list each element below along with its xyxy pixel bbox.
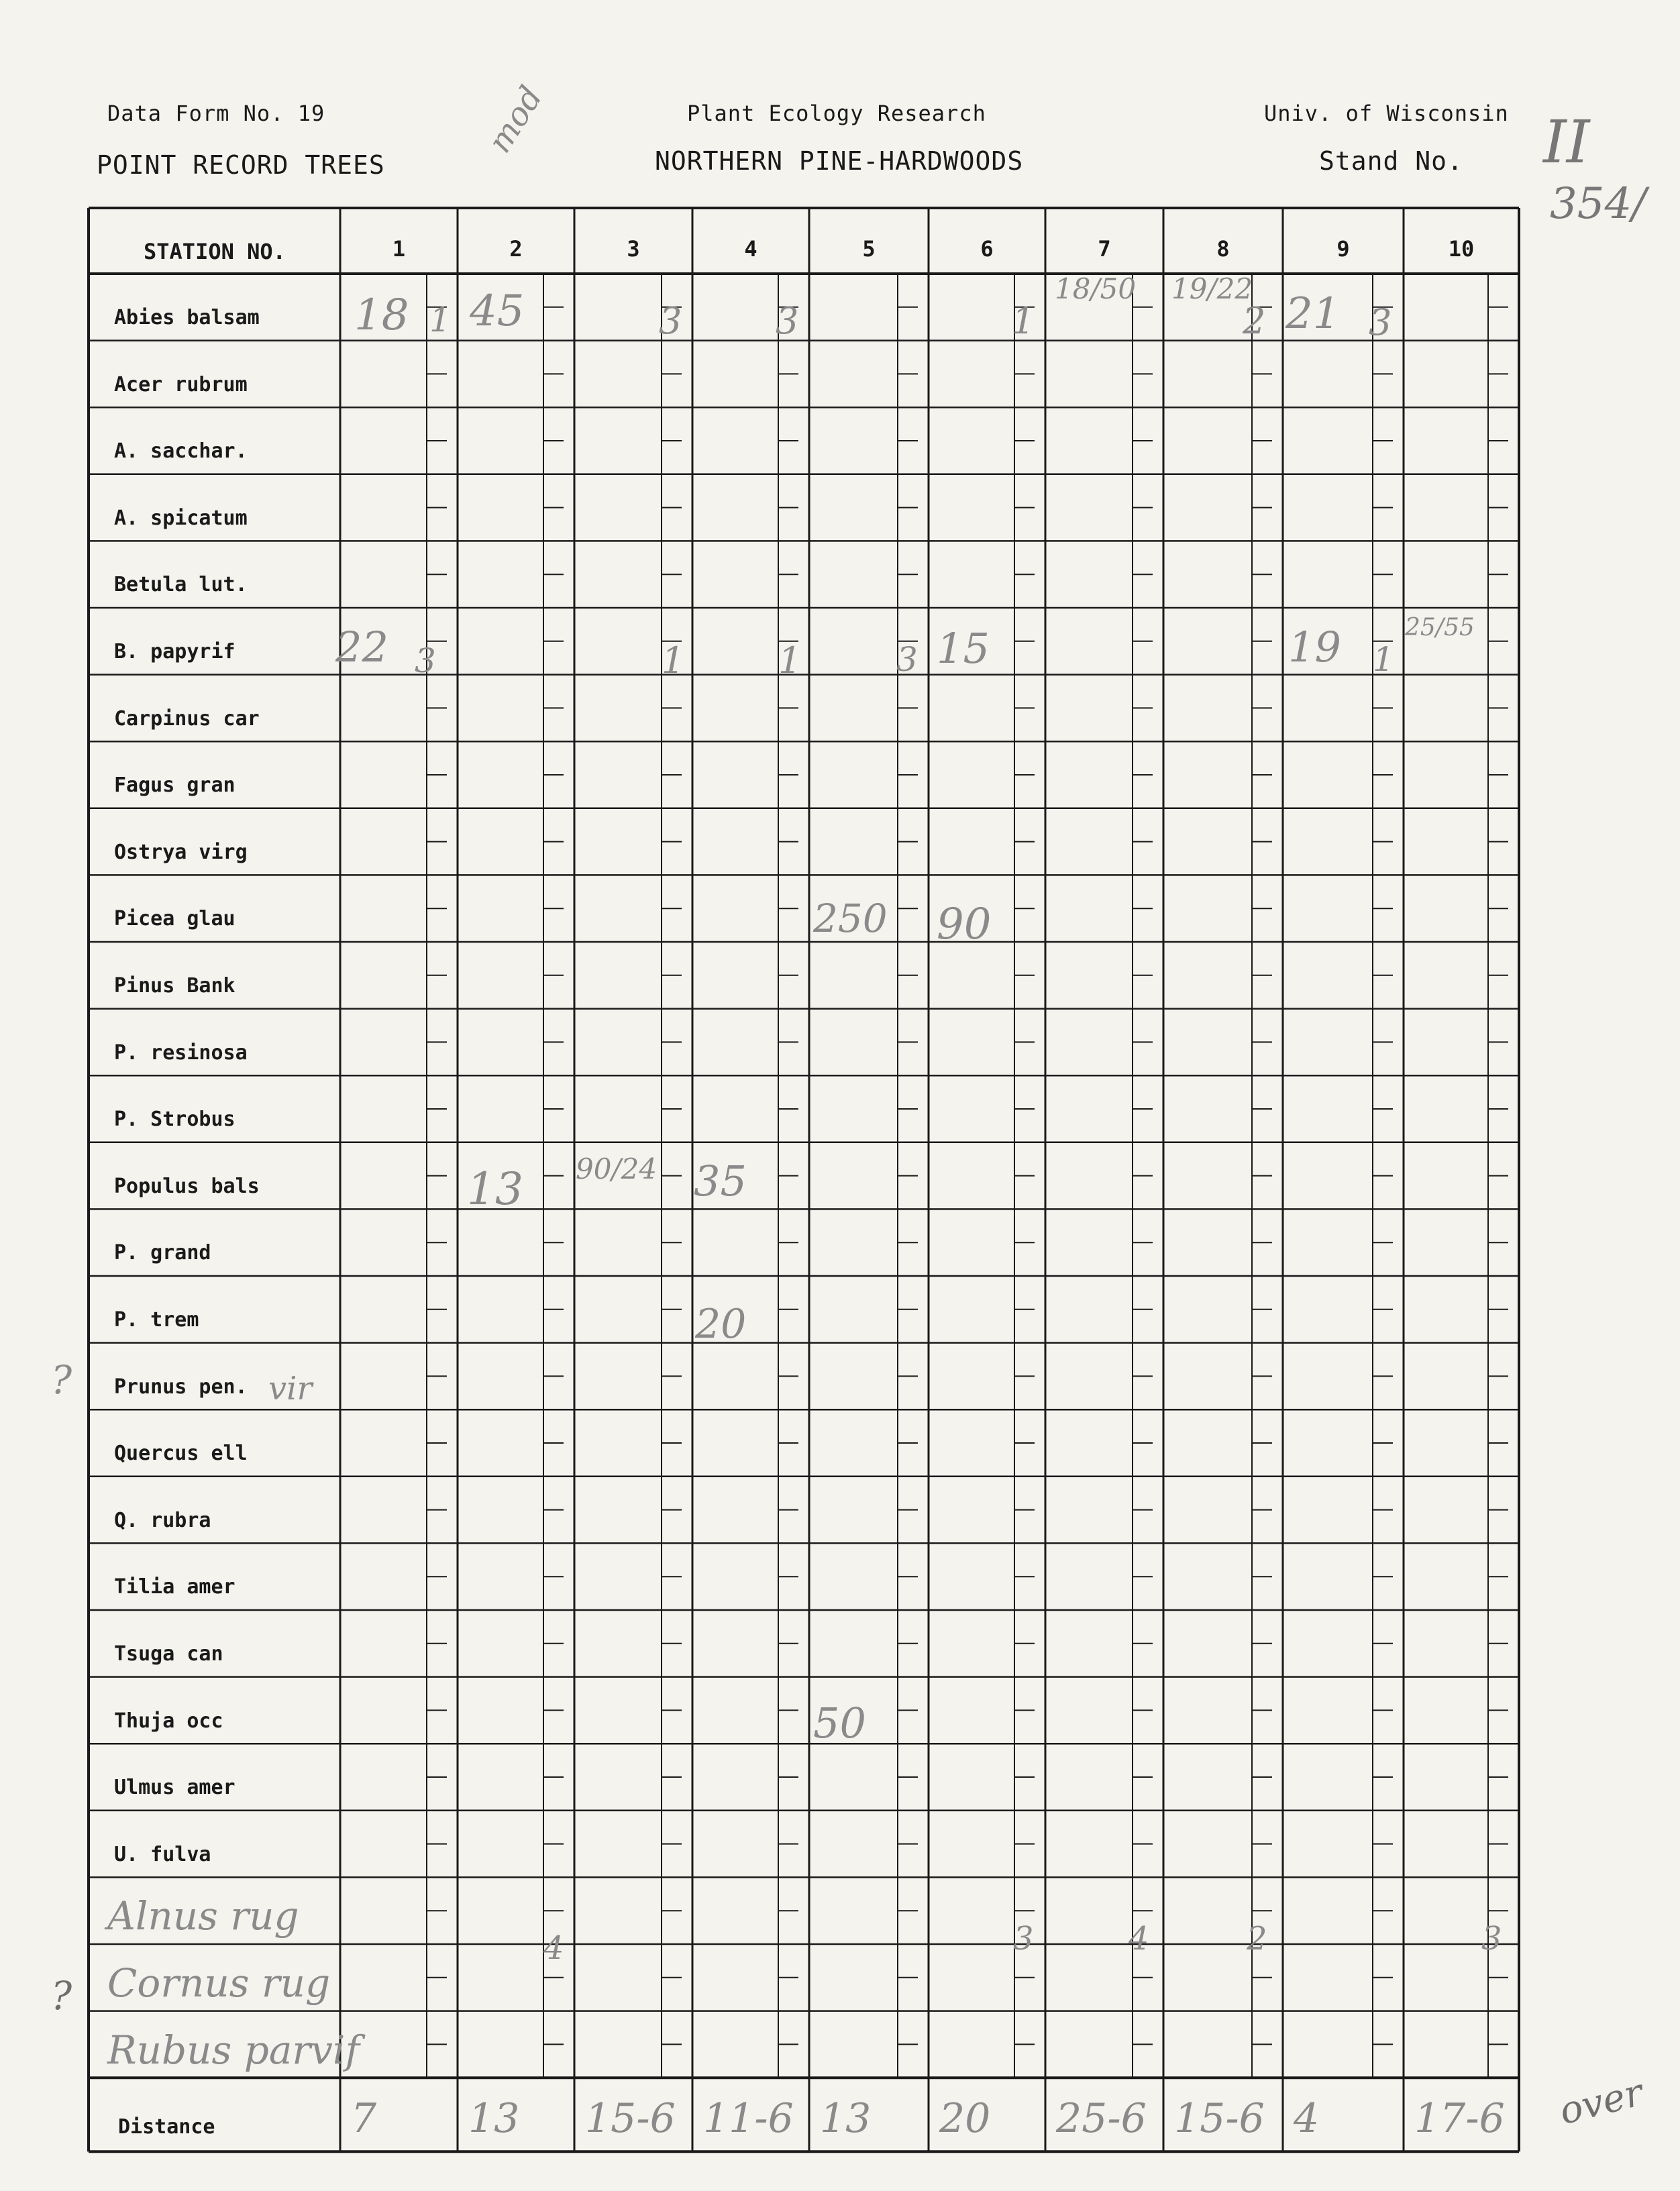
handwritten-species-label: Cornus rug [107,1960,331,2006]
form-number: Data Form No. 19 [107,101,325,126]
station-number-10: 10 [1448,236,1475,262]
note-ptrem-s4: 20 [695,1301,747,1348]
distance-value: 20 [939,2095,991,2143]
species-label: Tsuga can [114,1642,223,1666]
species-label: Ulmus amer [114,1776,235,1800]
species-label: Ostrya virg [114,840,248,864]
station-number-4: 4 [744,236,757,262]
species-label: Carpinus car [114,706,260,731]
species-label: P. Strobus [114,1108,235,1132]
note-populus-s3: 90/24 [576,1153,658,1185]
distance-value: 17-6 [1414,2095,1505,2143]
species-label: Quercus ell [114,1442,248,1466]
note-populus-s4: 35 [694,1157,747,1206]
species-label: U. fulva [114,1842,211,1866]
species-label: P. grand [114,1241,211,1265]
stand-number-value: II [1543,107,1590,176]
note-bpap-s10: 25/55 [1405,614,1475,641]
distance-value: 15-6 [585,2095,676,2143]
note-abies-s8-count: 2 [1243,300,1266,342]
station-number-6: 6 [980,236,994,262]
station-header: STATION NO. [144,239,286,264]
note-over: over [1555,2070,1648,2134]
distance-value: 4 [1294,2095,1320,2143]
note-abies-s7: 18/50 [1055,272,1137,305]
station-number-7: 7 [1098,236,1111,262]
species-label: Q. rubra [114,1508,211,1532]
note-abies-s8: 19/22 [1171,272,1253,305]
note-abies-s9: 21 [1285,289,1341,339]
species-label: B. papyrif [114,640,235,663]
note-bpap-s5: 3 [896,640,918,679]
note-bpap-s1: 22 [335,623,388,672]
station-number-9: 9 [1336,236,1350,262]
record-type-title: POINT RECORD TREES [97,150,385,180]
distance-label: Distance [118,2115,215,2139]
university-name: Univ. of Wisconsin [1264,101,1509,126]
species-label: Prunus pen. [114,1375,248,1399]
note-abies-s6: 1 [1012,300,1035,342]
note-station1: mod [480,79,550,160]
note-bpap-s6: 15 [937,624,990,673]
stand-number-subvalue: 354/ [1550,179,1646,229]
forest-type-title: NORTHERN PINE-HARDWOODS [655,146,1024,176]
species-label: Fagus gran [114,773,235,798]
stand-number-label: Stand No. [1319,146,1463,176]
note-alnus-s6: 3 [1013,1920,1034,1958]
species-label: Betula lut. [114,573,248,597]
station-number-2: 2 [509,236,523,262]
note-abies-s9-count: 3 [1369,301,1392,343]
note-abies-s1: 18 [354,290,409,340]
note-alnus-s7: 4 [1128,1920,1149,1958]
note-bpap-s9-count: 1 [1373,640,1394,679]
distance-value: 13 [468,2095,520,2143]
species-label: Thuja occ [114,1709,223,1733]
note-bpap-s9: 19 [1288,623,1341,672]
note-abies-s1-count: 1 [429,301,451,339]
species-label: Abies balsam [114,306,260,329]
note-prunus: vir [268,1370,313,1407]
note-alnus-s10: 3 [1481,1920,1502,1958]
distance-value: 7 [351,2095,377,2143]
species-label: Pinus Bank [114,974,235,998]
species-label: Acer rubrum [114,372,248,396]
distance-value: 25-6 [1056,2095,1147,2143]
note-alnus-s8: 2 [1247,1920,1267,1958]
species-label: Tilia amer [114,1575,235,1599]
question-mark-prunus: ? [51,1357,72,1403]
note-alnus-s2: 4 [543,1929,564,1967]
research-title: Plant Ecology Research [687,101,986,126]
species-label: Populus bals [114,1174,260,1198]
species-label: A. sacchar. [114,439,248,464]
handwritten-species-label: Rubus parvif [107,2027,360,2073]
note-bpap-s1-count: 3 [415,641,436,680]
note-thuja-s5: 50 [813,1699,866,1748]
note-abies-s3: 3 [659,300,682,342]
note-bpap-s4: 1 [778,639,802,682]
station-number-5: 5 [862,236,876,262]
species-label: Picea glau [114,907,235,931]
station-number-1: 1 [392,236,406,262]
station-number-3: 3 [627,236,640,262]
question-mark-cornus: ? [51,1973,72,2019]
species-label: P. trem [114,1308,199,1332]
note-picea-s6: 90 [937,900,992,949]
species-label: A. spicatum [114,506,248,530]
note-abies-s2: 45 [470,286,525,336]
note-populus-s2: 13 [467,1163,523,1215]
note-abies-s4: 3 [776,300,799,342]
note-picea-s5: 250 [813,896,888,941]
species-label: P. resinosa [114,1040,248,1065]
distance-value: 11-6 [703,2095,794,2143]
distance-value: 15-6 [1174,2095,1265,2143]
note-bpap-s3: 1 [662,639,685,682]
distance-value: 13 [820,2095,872,2143]
station-number-8: 8 [1216,236,1230,262]
handwritten-species-label: Alnus rug [107,1893,299,1939]
